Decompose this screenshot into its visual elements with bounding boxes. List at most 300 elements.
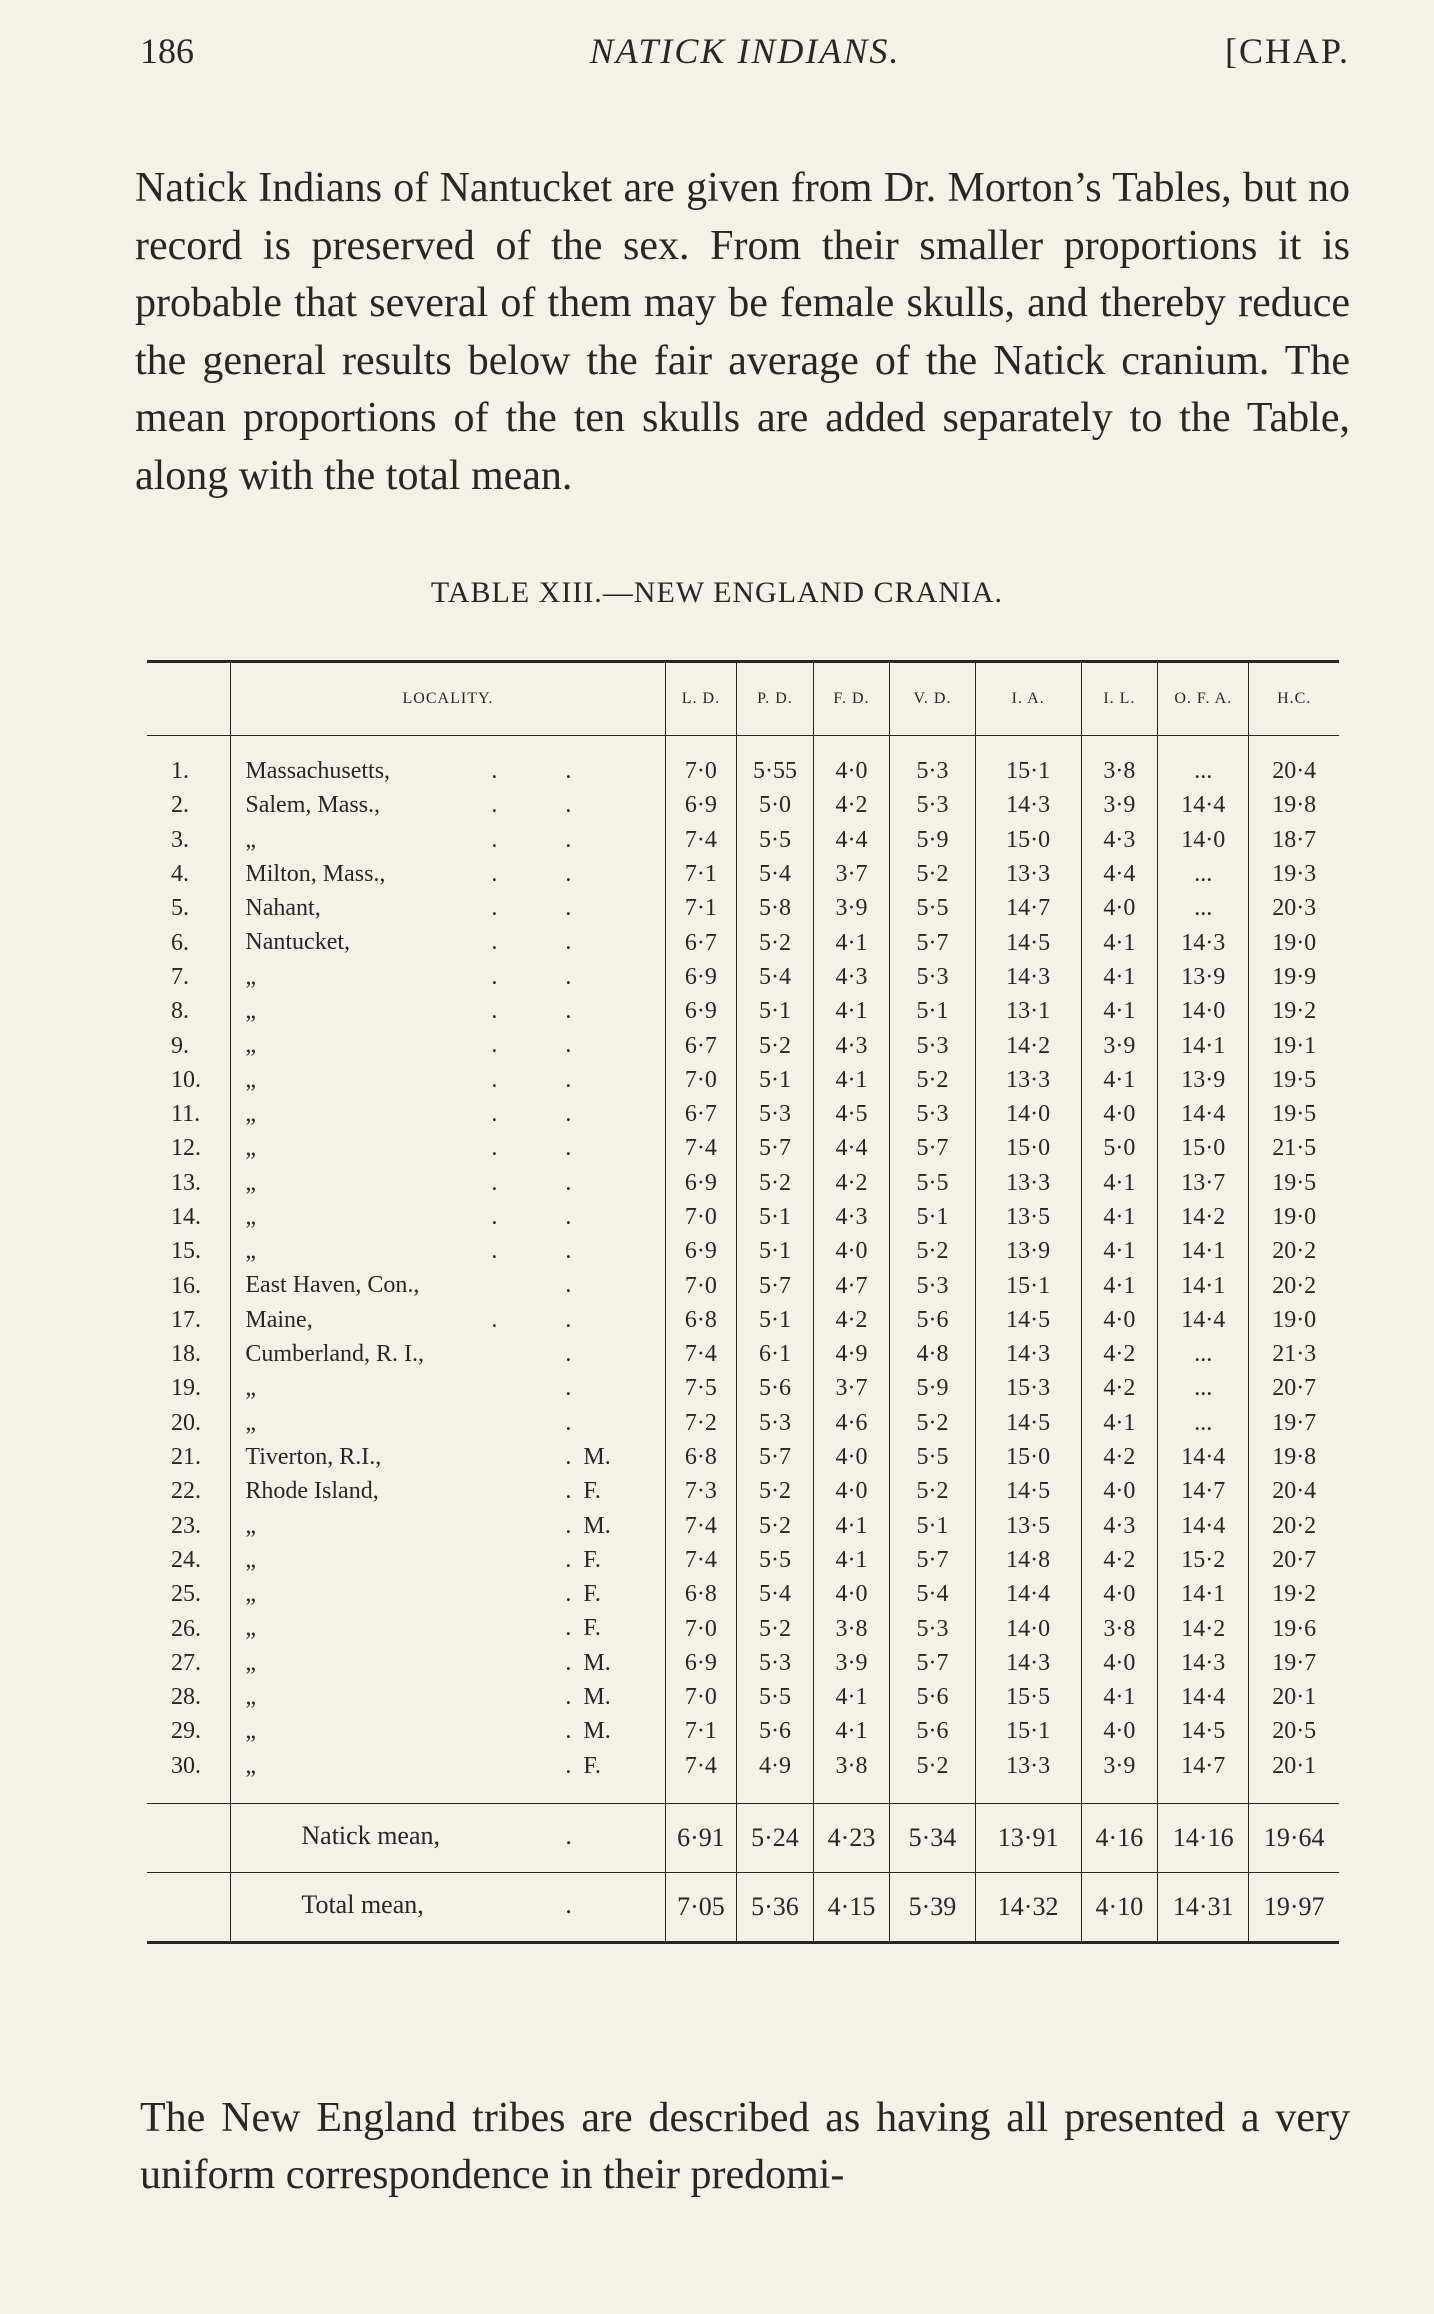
measurement-cell: 4·9 xyxy=(737,1749,814,1783)
measurement-cell: 20·2 xyxy=(1249,1268,1339,1302)
measurement-cell: 19·5 xyxy=(1249,1166,1339,1200)
measurement-cell: 5·2 xyxy=(737,1509,814,1543)
leader-dot: . xyxy=(565,1546,572,1573)
measurement-cell: 4·1 xyxy=(1081,1680,1158,1714)
sex-marker: F. xyxy=(583,1752,601,1779)
measurement-cell: 15·3 xyxy=(975,1371,1081,1405)
fd-column-header: F. D. xyxy=(813,662,890,736)
measurement-cell: 7·4 xyxy=(665,1543,737,1577)
mean-value-cell: 4·23 xyxy=(813,1803,890,1872)
measurement-cell: 14·4 xyxy=(1158,788,1249,822)
measurement-cell: 3·8 xyxy=(1081,754,1158,788)
measurement-cell: 7·4 xyxy=(665,1509,737,1543)
leader-dot: . xyxy=(491,1066,498,1093)
locality-name: Milton, Mass., xyxy=(245,860,386,887)
measurement-cell: 5·6 xyxy=(737,1371,814,1405)
measurement-cell: 4·1 xyxy=(1081,1268,1158,1302)
table-row xyxy=(147,1234,1339,1268)
measurement-cell: 6·7 xyxy=(665,1097,737,1131)
measurement-cell: 20·3 xyxy=(1249,891,1339,925)
table-row xyxy=(147,788,1339,822)
measurement-cell: 14·2 xyxy=(1158,1611,1249,1645)
measurement-cell: 4·2 xyxy=(1081,1543,1158,1577)
measurement-cell: 5·7 xyxy=(737,1131,814,1165)
measurement-cell: 19·7 xyxy=(1249,1406,1339,1440)
locality-name: „ xyxy=(245,1752,257,1779)
measurement-cell: 5·3 xyxy=(737,1097,814,1131)
table-header-row xyxy=(147,662,1339,736)
ld-column-header: L. D. xyxy=(665,662,737,736)
measurement-cell: 14·1 xyxy=(1158,1268,1249,1302)
locality-column-header: LOCALITY. xyxy=(231,662,665,736)
locality-cell xyxy=(231,1714,665,1748)
measurement-cell: 6·9 xyxy=(665,1234,737,1268)
measurement-cell: 5·6 xyxy=(890,1303,975,1337)
measurement-cell: 5·4 xyxy=(737,960,814,994)
measurement-cell: 3·8 xyxy=(1081,1611,1158,1645)
measurement-cell: 6·8 xyxy=(665,1303,737,1337)
measurement-cell: 5·3 xyxy=(890,960,975,994)
row-number: 11. xyxy=(171,1101,201,1128)
table-row xyxy=(147,1097,1339,1131)
measurement-cell: 14·3 xyxy=(975,960,1081,994)
total-mean-row xyxy=(147,1872,1339,1942)
measurement-cell: 20·2 xyxy=(1249,1509,1339,1543)
measurement-cell: 14·5 xyxy=(975,1303,1081,1337)
locality-cell xyxy=(231,1303,665,1337)
measurement-cell: 19·9 xyxy=(1249,960,1339,994)
measurement-cell: 5·1 xyxy=(890,1200,975,1234)
measurement-cell: 4·1 xyxy=(813,1714,890,1748)
locality-cell xyxy=(231,925,665,959)
measurement-cell: 15·0 xyxy=(1158,1131,1249,1165)
measurement-cell: 7·0 xyxy=(665,1611,737,1645)
row-number: 30. xyxy=(171,1752,201,1779)
measurement-cell: 4·1 xyxy=(813,1063,890,1097)
measurement-cell: 5·2 xyxy=(737,925,814,959)
leader-dot: . xyxy=(491,1032,498,1059)
measurement-cell: 14·7 xyxy=(1158,1474,1249,1508)
leader-dot: . xyxy=(565,1375,572,1402)
measurement-cell: 5·5 xyxy=(737,1543,814,1577)
measurement-cell: 5·0 xyxy=(1081,1131,1158,1165)
measurement-cell: 13·9 xyxy=(1158,960,1249,994)
leader-dot: . xyxy=(565,1100,572,1127)
measurement-cell: 15·0 xyxy=(975,823,1081,857)
sex-marker: F. xyxy=(583,1546,601,1573)
table-row xyxy=(147,1028,1339,1062)
measurement-cell: 19·2 xyxy=(1249,994,1339,1028)
measurement-cell: 13·5 xyxy=(975,1509,1081,1543)
measurement-cell: 15·1 xyxy=(975,1268,1081,1302)
measurement-cell: 3·8 xyxy=(813,1611,890,1645)
locality-name: „ xyxy=(245,963,257,990)
leader-dot: . xyxy=(565,860,572,887)
measurement-cell: 5·7 xyxy=(890,1543,975,1577)
measurement-cell: 20·5 xyxy=(1249,1714,1339,1748)
measurement-cell: 7·0 xyxy=(665,1680,737,1714)
locality-cell xyxy=(231,754,665,788)
measurement-cell: 3·8 xyxy=(813,1749,890,1783)
table-row xyxy=(147,994,1339,1028)
measurement-cell: 5·2 xyxy=(737,1028,814,1062)
measurement-cell: 6·9 xyxy=(665,1646,737,1680)
leader-dot: . xyxy=(565,1135,572,1162)
row-number: 18. xyxy=(171,1341,201,1368)
measurement-cell: 14·2 xyxy=(975,1028,1081,1062)
measurement-cell: 4·1 xyxy=(1081,925,1158,959)
locality-name: „ xyxy=(245,1135,257,1162)
measurement-cell: 3·9 xyxy=(813,891,890,925)
locality-cell xyxy=(231,1543,665,1577)
row-number: 2. xyxy=(171,792,189,819)
mean-value-cell: 5·39 xyxy=(890,1872,975,1942)
row-number: 9. xyxy=(171,1032,189,1059)
measurement-cell: 14·3 xyxy=(1158,925,1249,959)
measurement-cell: 4·3 xyxy=(813,960,890,994)
measurement-cell: 4·9 xyxy=(813,1337,890,1371)
sex-marker: M. xyxy=(583,1512,611,1539)
leader-dot: . xyxy=(491,1100,498,1127)
table-row xyxy=(147,1509,1339,1543)
measurement-cell: 19·5 xyxy=(1249,1097,1339,1131)
leader-dot: . xyxy=(491,758,498,784)
measurement-cell: 13·5 xyxy=(975,1200,1081,1234)
table-row xyxy=(147,891,1339,925)
measurement-cell: 5·1 xyxy=(737,1234,814,1268)
measurement-cell: 4·0 xyxy=(1081,1646,1158,1680)
table-row xyxy=(147,960,1339,994)
leader-dot: . xyxy=(491,929,498,956)
measurement-cell: ... xyxy=(1158,891,1249,925)
ofa-column-header: O. F. A. xyxy=(1158,662,1249,736)
leader-dot: . xyxy=(565,1718,572,1745)
measurement-cell: 7·0 xyxy=(665,1268,737,1302)
measurement-cell: 4·2 xyxy=(1081,1337,1158,1371)
sex-marker: M. xyxy=(583,1684,611,1711)
locality-cell xyxy=(231,1234,665,1268)
measurement-cell: 14·5 xyxy=(975,1474,1081,1508)
measurement-cell: 21·3 xyxy=(1249,1337,1339,1371)
measurement-cell: 7·4 xyxy=(665,1131,737,1165)
measurement-cell: 5·2 xyxy=(890,1063,975,1097)
leader-dot: . xyxy=(565,929,572,956)
table-row xyxy=(147,1611,1339,1645)
sex-marker: M. xyxy=(583,1443,611,1470)
measurement-cell: 13·3 xyxy=(975,1749,1081,1783)
row-number: 13. xyxy=(171,1169,201,1196)
locality-cell xyxy=(231,1440,665,1474)
measurement-cell: 13·7 xyxy=(1158,1166,1249,1200)
measurement-cell: 3·7 xyxy=(813,857,890,891)
locality-cell xyxy=(231,960,665,994)
measurement-cell: 5·5 xyxy=(737,1680,814,1714)
leader-dot: . xyxy=(565,1649,572,1676)
sex-marker: F. xyxy=(583,1615,601,1642)
table-row xyxy=(147,1303,1339,1337)
measurement-cell: 13·9 xyxy=(975,1234,1081,1268)
leader-dot: . xyxy=(491,1135,498,1162)
leader-dot: . xyxy=(565,963,572,990)
sex-marker: M. xyxy=(583,1649,611,1676)
locality-cell xyxy=(231,1646,665,1680)
measurement-cell: 5·0 xyxy=(737,788,814,822)
leader-dot: . xyxy=(565,1684,572,1711)
measurement-cell: 7·4 xyxy=(665,823,737,857)
table-row xyxy=(147,1371,1339,1405)
sex-marker: F. xyxy=(583,1581,601,1608)
locality-cell xyxy=(231,1509,665,1543)
measurement-cell: 14·4 xyxy=(1158,1680,1249,1714)
measurement-cell: 4·0 xyxy=(1081,891,1158,925)
leader-dot: . xyxy=(565,1581,572,1608)
measurement-cell: 5·5 xyxy=(737,823,814,857)
leader-dot: . xyxy=(565,1615,572,1642)
row-number: 4. xyxy=(171,861,189,888)
measurement-cell: 15·5 xyxy=(975,1680,1081,1714)
measurement-cell: 5·2 xyxy=(737,1474,814,1508)
locality-cell xyxy=(231,891,665,925)
locality-cell xyxy=(231,823,665,857)
row-number xyxy=(147,1872,231,1942)
locality-cell xyxy=(231,1097,665,1131)
sex-marker: M. xyxy=(583,1718,611,1745)
table-body xyxy=(147,736,1339,1943)
measurement-cell: 6·9 xyxy=(665,788,737,822)
table-row xyxy=(147,754,1339,788)
measurement-cell: 20·4 xyxy=(1249,754,1339,788)
measurement-cell: 5·6 xyxy=(737,1714,814,1748)
mean-label: Natick mean, xyxy=(301,1820,440,1850)
measurement-cell: 5·3 xyxy=(890,1028,975,1062)
chapter-marker: [CHAP. xyxy=(1224,31,1350,71)
measurement-cell: 19·7 xyxy=(1249,1646,1339,1680)
locality-name: „ xyxy=(245,1066,257,1093)
row-number: 1. xyxy=(171,758,189,785)
measurement-cell: 7·0 xyxy=(665,754,737,788)
measurement-cell: 4·4 xyxy=(813,1131,890,1165)
measurement-cell: 4·2 xyxy=(1081,1371,1158,1405)
row-number: 16. xyxy=(171,1272,201,1299)
measurement-cell: 4·0 xyxy=(1081,1714,1158,1748)
locality-cell xyxy=(231,1200,665,1234)
measurement-cell: 14·5 xyxy=(975,925,1081,959)
measurement-cell: 14·5 xyxy=(975,1406,1081,1440)
row-number: 8. xyxy=(171,998,189,1025)
leader-dot: . xyxy=(565,758,572,784)
measurement-cell: 5·9 xyxy=(890,823,975,857)
measurement-cell: 5·6 xyxy=(890,1680,975,1714)
measurement-cell: 5·6 xyxy=(890,1714,975,1748)
measurement-cell: 5·3 xyxy=(890,1611,975,1645)
measurement-cell: 14·3 xyxy=(975,1337,1081,1371)
mean-value-cell: 5·34 xyxy=(890,1803,975,1872)
locality-name: Tiverton, R.I., xyxy=(245,1443,382,1470)
measurement-cell: 5·4 xyxy=(737,1577,814,1611)
table-row xyxy=(147,1680,1339,1714)
measurement-cell: 14·3 xyxy=(975,788,1081,822)
measurement-cell: 6·9 xyxy=(665,994,737,1028)
mean-label-cell xyxy=(231,1872,665,1942)
table-row xyxy=(147,857,1339,891)
leader-dot: . xyxy=(565,826,572,853)
table-row xyxy=(147,1440,1339,1474)
leader-dot: . xyxy=(565,1306,572,1333)
measurement-cell: 4·1 xyxy=(1081,1166,1158,1200)
row-number: 25. xyxy=(171,1581,201,1608)
leader-dot: . xyxy=(491,895,498,922)
leader-dot: . xyxy=(491,963,498,990)
measurement-cell: 4·3 xyxy=(1081,1509,1158,1543)
mean-value-cell: 14·31 xyxy=(1158,1872,1249,1942)
measurement-cell: 5·7 xyxy=(890,1131,975,1165)
measurement-cell: 18·7 xyxy=(1249,823,1339,857)
measurement-cell: 7·3 xyxy=(665,1474,737,1508)
measurement-cell: 21·5 xyxy=(1249,1131,1339,1165)
measurement-cell: 4·1 xyxy=(813,994,890,1028)
leader-dot: . xyxy=(491,998,498,1025)
measurement-cell: 14·0 xyxy=(975,1611,1081,1645)
measurement-cell: 4·0 xyxy=(813,1474,890,1508)
table-row xyxy=(147,1131,1339,1165)
row-number: 5. xyxy=(171,895,189,922)
mean-value-cell: 4·10 xyxy=(1081,1872,1158,1942)
natick-mean-row xyxy=(147,1803,1339,1872)
locality-name: Maine, xyxy=(245,1306,313,1333)
locality-name: „ xyxy=(245,1375,257,1402)
measurement-cell: 14·7 xyxy=(975,891,1081,925)
number-column-header xyxy=(147,662,231,736)
locality-cell xyxy=(231,1166,665,1200)
measurement-cell: 5·55 xyxy=(737,754,814,788)
measurement-cell: 13·1 xyxy=(975,994,1081,1028)
measurement-cell: 5·3 xyxy=(890,1097,975,1131)
row-number: 7. xyxy=(171,963,189,990)
leader-dot: . xyxy=(491,1203,498,1230)
measurement-cell: 20·1 xyxy=(1249,1749,1339,1783)
row-number: 12. xyxy=(171,1135,201,1162)
table-row xyxy=(147,1063,1339,1097)
leader-dot: . xyxy=(565,1512,572,1539)
page-number: 186 xyxy=(140,31,194,71)
measurement-cell: 14·0 xyxy=(975,1097,1081,1131)
measurement-cell: 3·9 xyxy=(1081,788,1158,822)
leader-dot: . xyxy=(565,1066,572,1093)
measurement-cell: 6·7 xyxy=(665,925,737,959)
table-row xyxy=(147,925,1339,959)
mean-value-cell: 4·15 xyxy=(813,1872,890,1942)
locality-cell xyxy=(231,1611,665,1645)
row-number: 6. xyxy=(171,929,189,956)
row-number: 10. xyxy=(171,1066,201,1093)
measurement-cell: 4·7 xyxy=(813,1268,890,1302)
mean-value-cell: 6·91 xyxy=(665,1803,737,1872)
measurement-cell: 6·9 xyxy=(665,1166,737,1200)
measurement-cell: 7·4 xyxy=(665,1749,737,1783)
table-row xyxy=(147,1200,1339,1234)
leader-dot: . xyxy=(565,895,572,922)
locality-name: Salem, Mass., xyxy=(245,792,381,819)
ia-column-header: I. A. xyxy=(975,662,1081,736)
locality-name: „ xyxy=(245,1409,257,1436)
leader-dot: . xyxy=(565,1820,572,1850)
measurement-cell: 6·1 xyxy=(737,1337,814,1371)
mean-value-cell: 7·05 xyxy=(665,1872,737,1942)
locality-name: „ xyxy=(245,1512,257,1539)
measurement-cell: 5·7 xyxy=(737,1268,814,1302)
measurement-cell: 13·3 xyxy=(975,857,1081,891)
measurement-cell: 5·7 xyxy=(890,1646,975,1680)
row-number xyxy=(147,1803,231,1872)
leader-dot: . xyxy=(565,1889,572,1919)
row-number: 22. xyxy=(171,1478,201,1505)
locality-name: „ xyxy=(245,1032,257,1059)
measurement-cell: 15·0 xyxy=(975,1131,1081,1165)
locality-cell xyxy=(231,1063,665,1097)
measurement-cell: 5·3 xyxy=(890,788,975,822)
row-number: 14. xyxy=(171,1204,201,1230)
locality-name: Nantucket, xyxy=(245,929,351,956)
measurement-cell: 4·5 xyxy=(813,1097,890,1131)
row-number: 17. xyxy=(171,1306,201,1333)
locality-name: Nahant, xyxy=(245,895,321,922)
leader-dot: . xyxy=(565,1272,572,1299)
running-title: NATICK INDIANS. xyxy=(589,31,901,71)
measurement-cell: 5·1 xyxy=(890,994,975,1028)
locality-cell xyxy=(231,1131,665,1165)
measurement-cell: 14·0 xyxy=(1158,823,1249,857)
measurement-cell: 14·3 xyxy=(975,1646,1081,1680)
leader-dot: . xyxy=(491,860,498,887)
row-number: 24. xyxy=(171,1546,201,1573)
measurement-cell: 14·8 xyxy=(975,1543,1081,1577)
hc-column-header: H.C. xyxy=(1249,662,1339,736)
vd-column-header: V. D. xyxy=(890,662,975,736)
leader-dot: . xyxy=(565,1169,572,1196)
locality-name: Massachusetts, xyxy=(245,758,391,784)
measurement-cell: 4·0 xyxy=(1081,1577,1158,1611)
measurement-cell: 4·3 xyxy=(1081,823,1158,857)
mean-label: Total mean, xyxy=(301,1889,424,1919)
measurement-cell: ... xyxy=(1158,754,1249,788)
measurement-cell: 3·9 xyxy=(1081,1028,1158,1062)
measurement-cell: 5·1 xyxy=(737,1303,814,1337)
table-row xyxy=(147,1166,1339,1200)
mean-value-cell: 4·16 xyxy=(1081,1803,1158,1872)
measurement-cell: 4·0 xyxy=(813,754,890,788)
leader-dot: . xyxy=(491,826,498,853)
locality-cell xyxy=(231,1337,665,1371)
measurement-cell: 13·3 xyxy=(975,1063,1081,1097)
measurement-cell: 4·0 xyxy=(813,1440,890,1474)
measurement-cell: 20·1 xyxy=(1249,1680,1339,1714)
measurement-cell: 19·1 xyxy=(1249,1028,1339,1062)
mean-value-cell: 5·36 xyxy=(737,1872,814,1942)
row-number: 21. xyxy=(171,1444,201,1471)
locality-name: „ xyxy=(245,1718,257,1745)
measurement-cell: 19·2 xyxy=(1249,1577,1339,1611)
mean-value-cell: 19·64 xyxy=(1249,1803,1339,1872)
row-number: 29. xyxy=(171,1718,201,1745)
leader-dot: . xyxy=(491,1169,498,1196)
measurement-cell: ... xyxy=(1158,1371,1249,1405)
measurement-cell: 4·6 xyxy=(813,1406,890,1440)
locality-cell xyxy=(231,1028,665,1062)
measurement-cell: 6·9 xyxy=(665,960,737,994)
row-number: 28. xyxy=(171,1684,201,1711)
measurement-cell: 15·1 xyxy=(975,754,1081,788)
table-row xyxy=(147,1577,1339,1611)
